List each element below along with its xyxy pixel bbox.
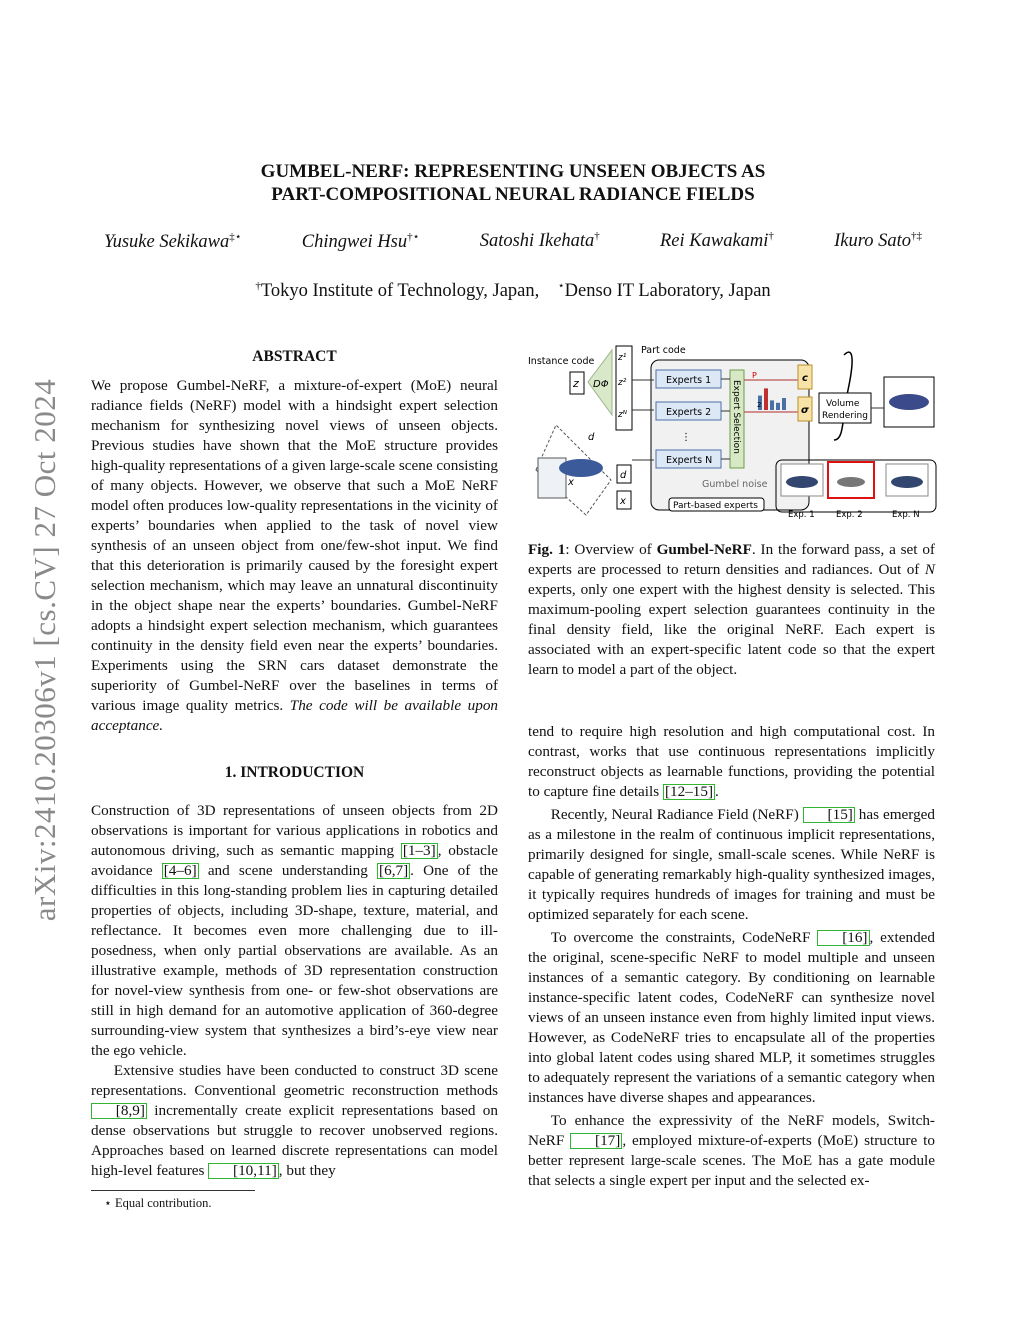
author: Yusuke Sekikawa‡⋆ — [104, 231, 242, 253]
svg-text:Experts 1: Experts 1 — [666, 375, 712, 386]
title-line-2: PART-COMPOSITIONAL NEURAL RADIANCE FIELDS — [271, 184, 755, 205]
author: Ikuro Sato†‡ — [834, 230, 922, 252]
intro-paragraph-2: Extensive studies have been conducted to construct 3D scene representations. Conventional geometric reconstruction methods [8,9] incrementally create explicit representations based on dense observations but struggle to recover unobserved regions. Approaches based on learned discrete representations can model high-level features [10,11] , but they — [91, 1062, 498, 1179]
svg-text:2: 2 — [757, 401, 762, 409]
right-paragraph-4: To enhance the expressivity of the NeRF models, Switch-NeRF [17] , employed mixture-of-experts (MoE) structure to better represent large-scale scenes. The MoE has a gate module that selects a single expert per input and the selected ex- — [528, 1112, 935, 1189]
author: Rei Kawakami† — [659, 230, 774, 252]
svg-text:x: x — [620, 496, 626, 507]
svg-text:Experts 2: Experts 2 — [666, 407, 712, 418]
svg-text:DΦ: DΦ — [593, 379, 609, 390]
svg-text:Gumbel noise: Gumbel noise — [702, 479, 768, 490]
abstract-body: We propose Gumbel-NeRF, a mixture-of-expert (MoE) neural radiance fields (NeRF) model with a hindsight expert selection mechanism for synthesizing novel views of unseen objects. Previous studies have shown that the MoE structure provides high-quality representations of a given large-scale scene consisting of many objects. However, we observe that such a MoE NeRF model often produces low-quality representations in the vicinity of experts’ boundaries when applied to the task of novel view synthesis of an unseen object from one/few-shot input. We find that this deterioration is primarily caused by the foresight expert selection mechanism, which may leave an unnatural discontinuity in the object shape near the experts’ boundaries. Gumbel-NeRF adopts a hindsight expert selection mechanism, which guarantees continuity in the density field even near the experts’ boundaries. Experiments using the SRN cars dataset demonstrate the superiority of Gumbel-NeRF over the baselines in terms of various image quality metrics. The code will be available upon acceptance. — [91, 377, 499, 734]
footnote: ⋆ Equal contribution. — [104, 1196, 212, 1210]
citation-link[interactable]: [17] — [570, 1133, 622, 1149]
citation-link[interactable]: [10,11] — [208, 1163, 279, 1179]
paper-title — [90, 160, 936, 206]
svg-text:d: d — [620, 470, 627, 481]
histogram-bar — [770, 400, 774, 410]
histogram-bar — [782, 398, 786, 410]
right-paragraph-2: Recently, Neural Radiance Field (NeRF) [15] has emerged as a milestone in the realm of continuous implicit representations, primarily designed for single, small-scale scenes. While NeRF is capable of generating remarkably high-quality synthesized images, it typically requires hundreds of images for training and must be optimized separately for each scene. — [528, 806, 935, 923]
citation-link[interactable]: [6,7] — [379, 862, 409, 879]
author-list — [90, 230, 936, 253]
svg-text:Expert Selection: Expert Selection — [731, 380, 741, 454]
citation-link[interactable]: [4–6] — [163, 862, 197, 879]
abstract-section — [91, 347, 498, 736]
svg-text:Rendering: Rendering — [822, 411, 868, 421]
author: Satoshi Ikehata† — [479, 230, 600, 252]
citation-link[interactable]: [12–15] — [664, 783, 714, 800]
abstract-heading: ABSTRACT — [252, 348, 337, 365]
citation-link[interactable]: [16] — [817, 930, 869, 946]
svg-text:Part-based experts: Part-based experts — [673, 501, 758, 511]
svg-text:x: x — [568, 477, 574, 488]
introduction-heading: 1. INTRODUCTION — [224, 764, 365, 781]
figure-overview-diagram — [526, 340, 938, 525]
figure-caption: Fig. 1: Overview of Gumbel-NeRF. In the forward pass, a set of experts are processed to return densities and radiances. Out of N experts, only one expert with the highest density is selected. This maximum-pooling expert selection guarantees continuity in the final density field, like the original NeRF. Each expert is associated with an expert-specific latent code so that the expert learn to model a part of the object. — [528, 541, 935, 678]
intro-paragraph-1: Construction of 3D representations of unseen objects from 2D observations is important for various applications in robotics and autonomous driving, such as semantic mapping [1–3] , obstacle avoidance [4–6] and scene understanding [6,7] . One of the difficulties in this long-standing problem lies in capturing detailed properties of objects, including 3D-shape, texture, material, and reflectance. It becomes even more challenging due to ill-posedness, when only partial observations are available. As an illustrative example, methods of 3D representation construction for novel-view synthesis from one- or few-shot observations are still in high demand for an automotive application of 360-degree surrounding-view system that synthesizes a bird’s-eye view near the ego vehicle. — [91, 802, 498, 1059]
title-line-1: GUMBEL-NERF: REPRESENTING UNSEEN OBJECTS AS — [260, 161, 766, 182]
svg-text:zᴺ: zᴺ — [618, 410, 627, 420]
instance-code-label: Instance code — [528, 356, 595, 367]
citation-link[interactable]: [15] — [803, 807, 855, 823]
svg-text:Volume: Volume — [826, 399, 860, 409]
footnote-rule — [91, 1190, 255, 1191]
svg-text:z: z — [573, 377, 579, 390]
affiliations: †Tokyo Institute of Technology, Japan, ⋆Denso IT Laboratory, Japan — [255, 280, 771, 302]
car-image — [559, 459, 603, 477]
right-paragraph-3: To overcome the constraints, CodeNeRF [16] , extended the original, scene-specific NeRF to model multiple and unseen instances of a semantic category. By conditioning on learnable instance-specific latent codes, CodeNeRF can synthesize novel views of an unseen instance even from highly limited input views. However, as CodeNeRF tries to encapsulate all of the properties into global latent codes using shared MLP, it sometimes struggles to adequately represent the variations of a semantic category when instances have diverse shapes and appearances. — [528, 929, 935, 1106]
arxiv-identifier: arXiv:2410.20306v1 [cs.CV] 27 Oct 2024 — [27, 378, 62, 922]
svg-text:z²: z² — [618, 378, 627, 388]
svg-text:Experts N: Experts N — [666, 455, 713, 466]
right-paragraph-1: tend to require high resolution and high computational cost. In contrast, works that use continuous representations implicitly reconstruct objects as learnable functions, providing the potential to capture fine details [12–15] . — [528, 723, 935, 800]
arxiv-sidebar — [20, 350, 70, 950]
citation-link[interactable]: [1–3] — [402, 842, 436, 859]
svg-text:Exp. N: Exp. N — [892, 510, 920, 520]
svg-text:⋮: ⋮ — [681, 432, 691, 443]
histogram-bar — [776, 403, 780, 410]
svg-text:Exp. 2: Exp. 2 — [836, 510, 863, 520]
svg-text:P: P — [752, 371, 757, 380]
author: Chingwei Hsu†⋆ — [301, 231, 420, 253]
svg-text:σ: σ — [801, 405, 809, 416]
introduction-section — [91, 763, 498, 1181]
svg-text:c: c — [802, 373, 808, 384]
svg-text:Exp. 1: Exp. 1 — [788, 510, 815, 520]
part-code-label: Part code — [641, 345, 686, 356]
right-column-body — [528, 722, 935, 1191]
citation-link[interactable]: [8,9] — [91, 1103, 147, 1119]
histogram-bar — [764, 388, 768, 410]
svg-text:d: d — [588, 432, 595, 443]
svg-text:z¹: z¹ — [618, 353, 627, 363]
